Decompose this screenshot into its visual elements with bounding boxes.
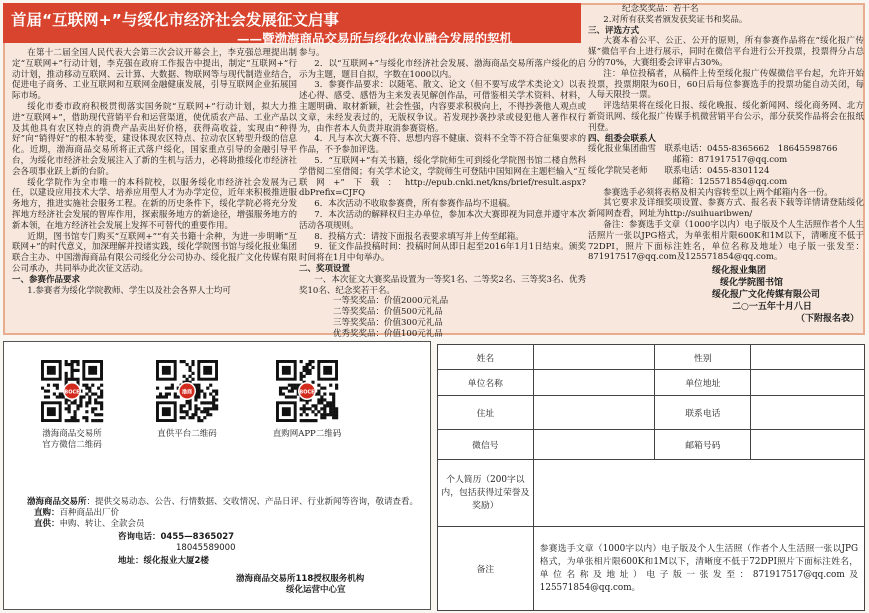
article-paragraph: 绥化学院作为全市唯一的本科院校，以服务绥化市经济社会发展为己任，以建设应用技术大学、培养应用型人才为办学定位，近年来积极推进服务地方，推进实施社会服务工程。在新的历史条件下，绥化学院必将充分发挥地方经济社会发展的智库作用，探索服务地方的新途径，增强服务地方的新本领，在地方经济社会发展上发挥不可替代的重要作用。 [12, 177, 297, 231]
label-email: 邮箱号码 [655, 430, 751, 460]
wechat-field[interactable] [533, 430, 655, 460]
resume-field[interactable] [533, 460, 864, 527]
qr-caption-app: 直购网APP二维码 [272, 429, 342, 439]
form-row [438, 396, 865, 430]
article-paragraph: 2.对所有获奖者颁发获奖证书和奖品。 [603, 14, 748, 25]
label-name: 姓名 [438, 345, 534, 370]
article-paragraph: 大赛本着公平、公正、公开的原则，所有参赛作品将在“绥化报广传媒”微信平台上进行展示，同时在微信平台进行公开投票，投票得分占总分的70%，大赛组委会评审占30%。 [588, 36, 864, 68]
section-heading: 二、奖项设置 [299, 263, 351, 274]
name-field[interactable] [533, 345, 655, 370]
ad-footer-2: 绥化运营中心宣 [286, 585, 346, 595]
article-paragraph: 三等奖奖品：价值300元礼品 [333, 317, 443, 328]
svg-text:BOCE: BOCE [299, 389, 315, 396]
article-column-3 [588, 4, 864, 290]
article-paragraph: 近期，图书馆专门购买“互联网+”“有关书籍十余种，为进一步明晰“互联网+”的时代意义，加深理解并投诸实践，绥化学院图书馆与绥化报业集团联合主办、中国渤海商品有限公司绥化分公司协办、绥化报广文化传媒有限公司承办，共同举办此次征文活动。 [12, 231, 297, 274]
signature-org-2: 绥化学院图书馆 [720, 278, 784, 288]
headline-subtitle: ——暨渤海商品交易所与绥化农业融合发展的契机 [237, 31, 513, 46]
qr-pattern-icon [41, 360, 103, 422]
gender-field[interactable] [751, 345, 865, 370]
svg-text:BOCE: BOCE [64, 389, 80, 396]
article-paragraph: 5．“互联网+”有关书籍，绥化学院师生可到绥化学院图书馆二楼自然科学借阅二室借阅；有关学术论文，学院师生可登陆中国知网在主题栏输入“互联网+”下载：http://epub.cnki.net/kns/brief/result.aspx?dbPrefix=CJFQ [299, 155, 586, 199]
label-gender: 性别 [655, 345, 751, 370]
registration-form [437, 344, 865, 611]
article-column-2 [299, 48, 586, 339]
headline-title: 首届“互联网+”与绥化市经济社会发展征文启事 [11, 11, 339, 29]
email-field[interactable] [751, 430, 865, 460]
article-paragraph: 邮箱：125571854@qq.com [588, 176, 788, 187]
section-heading: 三、评选方式 [588, 25, 640, 36]
qr-caption-wechat: 渤海商品交易所 官方微信二维码 [42, 429, 102, 450]
article-paragraph: 优秀奖奖品：价值100元礼品 [333, 328, 443, 339]
signature-org-3: 绥化报广文化传媒有限公司 [712, 290, 821, 300]
article-paragraph: 一、本次征文大赛奖品设置为一等奖1名、二等奖2名、三等奖3名、优秀奖10名、纪念奖若干名。 [299, 274, 586, 296]
article-paragraph: 备注：参赛选手文章（1000字以内）电子版及个人生活照作者个人生活照片一张以JPG格式，为单张相片限600K和1M以下，清晰度不低于72DPI，照片下面标注姓名，单位名称及地址）电子版一张发至：871917517@qq.com及125571854@qq.com。 [588, 219, 864, 263]
label-phone: 联系电话 [655, 396, 751, 430]
org-address-field[interactable] [751, 370, 865, 396]
app-qr-code [276, 360, 338, 422]
article-paragraph: 注：单位投稿者，从稿件上传至绥化报广传媒微信平台起，允许开始投票，投票期限为60日，60日后每位参赛选手的投票功能自动关闭，每人每天限投一票。 [588, 68, 864, 101]
platform-qr-code [156, 360, 218, 422]
article-paragraph: 7．本次活动的解释权归主办单位，参加本次大赛即视为同意并遵守本次活动各项规则。 [299, 209, 586, 231]
article-paragraph: 其它要求及详细奖项设置、参赛方式、报名表下载等详情请登陆绥化新闻网查看，网址为http://suihuaribwen/ [588, 198, 864, 220]
label-remarks: 备注 [438, 527, 534, 611]
article-column-1 [12, 48, 297, 330]
article-paragraph: 在第十二届全国人民代表大会第三次会议开幕会上，李克强总理提出制定“互联网+”行动计划，李克强在政府工作报告中提出，制定“互联网+”行动计划，推动移动互联网、云计算、大数据、物联网等与现代制造业结合，促进电子商务、工业互联网和互联网金融健康发展，引导互联网企业拓展国际市场。 [12, 48, 297, 102]
article-paragraph: 绥化学院吴老师 联系电话：0455-8301124 [588, 165, 770, 176]
article-paragraph: 1.参赛者为绥化学院教师、学生以及社会各界人士均可 [27, 285, 231, 296]
label-org-address: 单位地址 [655, 370, 751, 396]
ad-footer-1: 渤海商品交易所118授权服务机构 [236, 574, 365, 584]
svg-text:渤商: 渤商 [181, 389, 193, 396]
article-paragraph: 绥化市委市政府积极贯彻落实国务院“互联网+”行动计划，拟大力推进“互联网+”，借助现代营销平台和运营渠道，使优质农产品、工业产品以及其他具有农区特点的消费产品卖出好价格，获得高收益，实现由“种得好”向“销得好”的根本转变，建设体现农区特点、拉动农区转型升级的信息化。近期，渤海商品交易所将正式落户绥化，国家重点引导的金融引导平台，为绥化市经济社会发展注入了新的生机与活力，必将助推绥化市经济社会各项事业跃上新的台阶。 [12, 101, 297, 177]
exchange-advertisement [3, 341, 431, 610]
section-heading: 四、组委会联系人 [588, 133, 657, 144]
ad-direct-supply: 直供：申购、转让、全款会员 [34, 519, 145, 529]
wechat-qr-code [41, 360, 103, 422]
organization-field[interactable] [533, 370, 655, 396]
headline-banner [3, 3, 581, 46]
qr-caption-platform: 直供平台二维码 [157, 429, 217, 439]
article-paragraph: 4．凡与本次大赛不符、思想内容不健康、资料不全等不符合征集要求的作品，不予参加评选。 [299, 134, 586, 156]
signature-date: 二○一五年十月八日 [732, 302, 812, 312]
ad-phone-2: 18045589000 [176, 543, 236, 553]
article-paragraph: 绥化报业集团曲雪 联系电话：0455-8365662 18645598766 [588, 144, 838, 155]
article-paragraph: 6．本次活动不收取参赛费，所有参赛作品均不退稿。 [314, 199, 516, 210]
article-paragraph: 3．参赛作品要求：以随笔、散文、论文（但不要写成学术类论文）以表述心得、感受、感悟为主来发表见解创作品，可借鉴相关学术资料、材料，主题明确、取材新颖，社会性强，内容要求积极向上，不得抄袭他人观点或文章，未经发表过的，无版权争议。若发现抄袭抄录或侵犯他人著作权行为，由作者本人负责并取消参赛资格。 [299, 80, 586, 134]
form-row [438, 527, 865, 611]
address-field[interactable] [533, 396, 655, 430]
article-paragraph: 9．征文作品投稿时间：投稿时间从即日起至2016年1月1日结束。颁奖时间将在1月中旬举办。 [299, 242, 586, 264]
ad-phone: 咨询电话：0455—8365027 [118, 532, 235, 542]
ad-direct-buy: 直购：百种商品出厂价 [34, 508, 120, 518]
phone-field[interactable] [751, 396, 865, 430]
remarks-text: 参赛选手文章（1000字以内）电子版及个人生活照（作者个人生活照一张以JPG格式，为单张相片限600K和1M以下，清晰度不低于72DPI照片下面标注姓名，单位名称及地址）电子版一张发至：871917517@qq.com及125571854@qq.com。 [533, 527, 864, 611]
article-paragraph: 邮箱：871917517@qq.com [588, 155, 788, 166]
article-paragraph: 2．以“互联网+”与绥化市经济社会发展、渤海商品交易所落户绥化的启示为主题，题目自拟，字数在1000以内。 [299, 58, 586, 80]
label-organization: 单位名称 [438, 370, 534, 396]
article-paragraph: 8．投稿方式：请按下面报名表要求填写并上传至邮箱。 [314, 231, 524, 242]
attachment-note: （下附报名表） [796, 314, 860, 324]
label-address: 住址 [438, 396, 534, 430]
form-row [438, 460, 865, 527]
section-heading: 一、参赛作品要求 [12, 274, 81, 285]
article-paragraph: 纪念奖奖品：若干名 [622, 4, 699, 14]
article-paragraph: 一等奖奖品：价值2000元礼品 [333, 296, 449, 307]
qr-pattern-icon [156, 360, 218, 422]
article-paragraph: 二等奖奖品：价值500元礼品 [333, 307, 443, 318]
article-paragraph: 参赛选手必须将表格及相关内容转至以上两个邮箱内各一份。 [603, 187, 833, 198]
qr-pattern-icon [276, 360, 338, 422]
signature-org-1: 绥化报业集团 [712, 266, 767, 276]
ad-intro: 渤海商品交易所：提供交易动态、公告、行情数据、交收情况、产品日评、行业新闻等咨询，敬请查看。 [27, 497, 419, 507]
ad-address: 地址：绥化报业大厦2楼 [118, 556, 209, 566]
form-row [438, 430, 865, 460]
label-resume: 个人简历（200字以内，包括获得过荣誉及奖励） [438, 460, 534, 527]
ad-text-block [10, 497, 426, 596]
form-row [438, 370, 865, 396]
label-wechat: 微信号 [438, 430, 534, 460]
article-paragraph: 评选结果将在绥化日报、绥化晚报、绥化新闻网、绥化商务网、北方新资讯网、绥化报广传媒手机微营销平台公示，部分获奖作品将会在报纸刊登。 [588, 101, 864, 133]
article-paragraph: 参与。 [299, 48, 325, 58]
form-row [438, 345, 865, 370]
